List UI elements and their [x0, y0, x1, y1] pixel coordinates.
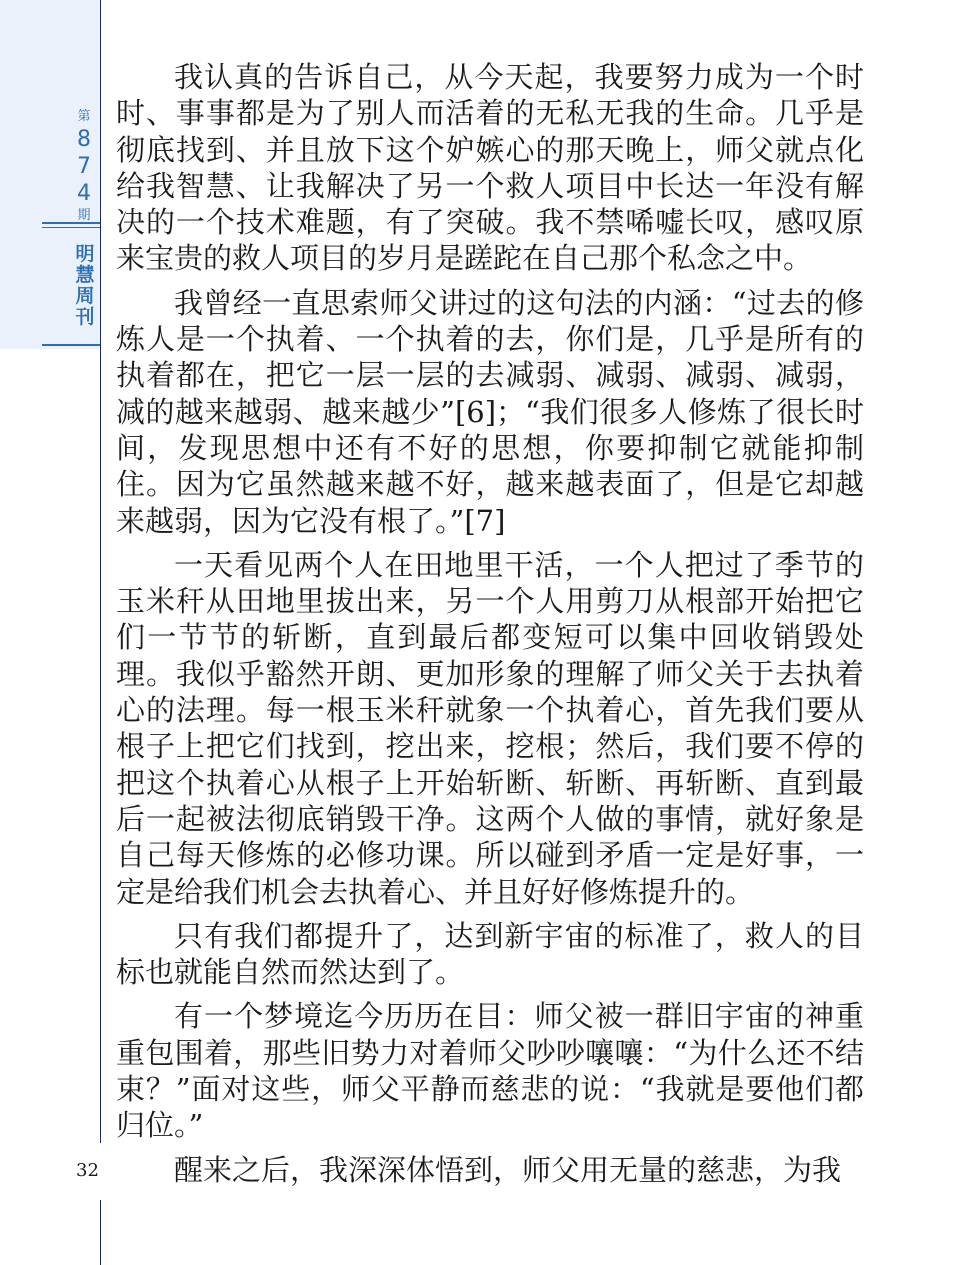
issue-digit-1: 8 [77, 127, 91, 152]
publication-char-1: 明 [75, 243, 95, 265]
issue-number-block [62, 108, 106, 225]
issue-suffix: 期 [77, 208, 91, 223]
paragraph: 只有我们都提升了，达到新宇宙的标准了，救人的目标也就能自然而然达到了。 [116, 918, 864, 990]
page-number: 32 [76, 1160, 99, 1181]
sidebar-divider-bottom [42, 344, 100, 346]
sidebar-divider-thin [42, 227, 100, 228]
issue-prefix: 第 [77, 109, 91, 124]
paragraph: 我认真的告诉自己，从今天起，我要努力成为一个时时、事事都是为了别人而活着的无私无我的生命。几乎是彻底找到、并且放下这个妒嫉心的那天晚上，师父就点化给我智慧、让我解决了另一个救人项目中长达一年没有解决的一个技术难题，有了突破。我不禁唏嘘长叹，感叹原来宝贵的救人项目的岁月是蹉跎在自己那个私念之中。 [116, 60, 864, 276]
publication-name [64, 244, 106, 328]
paragraph: 我曾经一直思索师父讲过的这句法的内涵：“过去的修炼人是一个执着、一个执着的去，你们是，几乎是所有的执着都在，把它一层一层的去减弱、减弱、减弱、减弱，减的越来越弱、越来越少”[6]；“我们很多人修炼了很长时间，发现思想中还有不好的思想，你要抑制它就能抑制住。因为它虽然越来越不好，越来越表面了，但是它却越来越弱，因为它没有根了。”[7] [116, 285, 864, 538]
paragraph: 醒来之后，我深深体悟到，师父用无量的慈悲，为我 [174, 1152, 842, 1187]
paragraph: 一天看见两个人在田地里干活，一个人把过了季节的玉米秆从田地里拔出来，另一个人用剪刀从根部开始把它们一节节的斩断，直到最后都变短可以集中回收销毁处理。我似乎豁然开朗、更加形象的理解了师父关于去执着心的法理。每一根玉米秆就象一个执着心，首先我们要从根子上把它们找到，挖出来，挖根；然后，我们要不停的把这个执着心从根子上开始斩断、斩断、再斩断、直到最后一起被法彻底销毁干净。这两个人做的事情，就好象是自己每天修炼的必修功课。所以碰到矛盾一定是好事，一定是给我们机会去执着心、并且好好修炼提升的。 [116, 547, 864, 909]
publication-char-4: 刊 [75, 306, 95, 328]
paragraph: 有一个梦境迄今历历在目：师父被一群旧宇宙的神重重包围着，那些旧势力对着师父吵吵嚷嚷：“为什么还不结束？”面对这些，师父平静而慈悲的说：“我就是要他们都归位。” [116, 999, 864, 1143]
article-body [116, 59, 864, 1196]
sidebar-rule-lower [100, 1200, 101, 1265]
publication-char-2: 慧 [75, 264, 95, 286]
sidebar [0, 0, 101, 1265]
issue-digit-2: 7 [77, 154, 91, 179]
publication-char-3: 周 [75, 285, 95, 307]
issue-digit-3: 4 [77, 181, 91, 206]
